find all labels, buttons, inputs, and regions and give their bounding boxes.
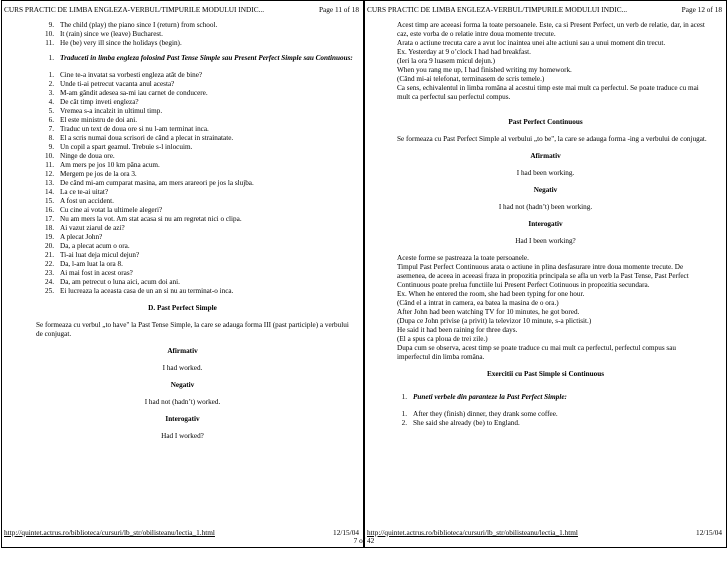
list-item: 18. Ai vazut ziarul de azi? <box>45 224 125 232</box>
interogativ-label: Interogativ <box>165 415 200 423</box>
list-item: 17. Nu am mers la vot. Am stat acasa si nu am regretat nici o clipa. <box>45 215 242 223</box>
intro-line: (Când mi-ai telefonat, terminasem de scris temele.) <box>397 75 545 83</box>
list-item: 16. Cu cine ai votat la ultimele alegeri? <box>45 206 163 214</box>
list-item: 23. Ai mai fost in acest oras? <box>45 269 133 277</box>
afirmativ-label: Afirmativ <box>167 347 198 355</box>
list-item: 14. La ce te-ai uitat? <box>45 188 109 196</box>
intro-paragraph <box>365 21 726 102</box>
exercise-list <box>365 410 726 428</box>
intro-line: Ca sens, echivalentul in limba româna al acestui timp este mai mult ca perfectul. Se poate traduce cu mai mult ca perfectul sau perfectul compus. <box>397 84 699 101</box>
exercises-heading: Exercitii cu Past Simple si Continuous <box>486 370 605 378</box>
list-item: 20. Da, a plecat acum o ora. <box>45 242 130 250</box>
section-intro-paragraph: Se formeaza cu Past Perfect Simple al verbului „to be", la care se adauga forma -ing a verbului de conjugat. <box>397 135 707 143</box>
list-item: 12. Mergem pe jos de la ora 3. <box>45 170 137 178</box>
left-page-content <box>2 21 363 441</box>
intro-line: Acest timp are aceeasi forma la toate persoanele. Este, ca si Present Perfect, un verb de relatie, dar, in acest caz, este vorba de o relatie intre doua momente trecute. <box>397 21 705 38</box>
usage-line: Ex. When he entered the room, she had been typing for one hour. <box>397 290 585 298</box>
left-header-page-number: Page 11 of 18 <box>318 5 359 14</box>
list-item: 21. Ti-ai luat deja micul dejun? <box>45 251 140 259</box>
usage-line: Dupa cum se observa, acest timp se poate traduce cu mai mult ca perfectul, perfectul compus sau imperfectul din limba româna. <box>397 344 677 361</box>
list-item: 7. Traduc un text de doua ore si nu l-am terminat inca. <box>48 125 209 133</box>
list-item: 15. A fost un accident. <box>45 197 114 205</box>
list-item: 1. After they (finish) dinner, they drank some coffee. <box>401 410 558 418</box>
page-counter: 7 of 42 <box>353 536 375 545</box>
translation-list <box>2 71 363 296</box>
afirmativ-label: Afirmativ <box>530 152 561 160</box>
usage-line: After John had been watching TV for 10 minutes, he got bored. <box>397 308 580 316</box>
intro-line: When you rang me up, I had finished writing my homework. <box>397 66 572 74</box>
intro-line: Ex. Yesterday at 9 o’clock I had had breakfast. <box>397 48 531 56</box>
list-item: 24. Da, am petrecut o luna aici, acum doi ani. <box>45 278 180 286</box>
left-header-title: CURS PRACTIC DE LIMBA ENGLEZA-VERBUL/TIMPURILE MODULUI INDIC... <box>4 5 265 14</box>
list-item: 25. Ei lucreaza la aceasta casa de un an si nu au terminat-o inca. <box>45 287 234 295</box>
list-item: 11. Am mers pe jos 10 km pâna acum. <box>45 161 160 169</box>
list-item: 4. De cât timp inveti engleza? <box>48 98 139 106</box>
translation-task-heading: 1. Traduceti in limba engleza folosind Past Tense Simple sau Present Perfect Simple sau Continuous: <box>48 54 353 62</box>
footer-date: 12/15/04 <box>333 528 359 537</box>
list-item: 10. It (rain) since we (leave) Bucharest. <box>45 30 163 38</box>
usage-line: Timpul Past Perfect Continuous arata o actiune in plina desfasurare intre doua momente trecute. De asemenea, de aceea in aceeasi fraza in propozitia principala se afla un verb la Past Tense, Past Perfect Continuous poate prelua functiile lui Present Perfect Cotinuous in propozitia secundara. <box>397 263 689 289</box>
usage-line: He said it had been raining for three days. <box>397 326 518 334</box>
footer-url-link[interactable]: http://quintet.actrus.ro/biblioteca/cursuri/lb_str/obilisteanu/lectia_1.html <box>4 528 215 537</box>
negativ-label: Negativ <box>533 186 558 194</box>
negativ-label: Negativ <box>170 381 195 389</box>
list-item: 3. M-am gândit adesea sa-mi iau carnet de conducere. <box>48 89 208 97</box>
list-item: 22. Da, l-am luat la ora 8. <box>45 260 123 268</box>
list-item: 9. The child (play) the piano since I (return) from school. <box>48 21 218 29</box>
interogativ-label: Interogativ <box>528 220 563 228</box>
exercise-task-heading: 1. Puneti verbele din paranteze la Past Perfect Simple: <box>401 393 567 401</box>
intro-line: (Ieri la ora 9 luasem micul dejun.) <box>397 57 495 65</box>
usage-line: Aceste forme se pastreaza la toate persoanele. <box>397 254 529 262</box>
negativ-example: I had not (hadn’t) been working. <box>498 203 593 211</box>
list-item: 10. Ninge de doua ore. <box>45 152 115 160</box>
right-header-title: CURS PRACTIC DE LIMBA ENGLEZA-VERBUL/TIMPURILE MODULUI INDIC... <box>367 5 628 14</box>
left-page <box>1 0 364 548</box>
footer-url-link[interactable]: http://quintet.actrus.ro/biblioteca/cursuri/lb_str/obilisteanu/lectia_1.html <box>367 528 578 537</box>
interogativ-example: Had I worked? <box>161 432 204 440</box>
top-exercise-list <box>2 21 363 48</box>
afirmativ-example: I had worked. <box>162 364 203 372</box>
list-item: 5. Vremea s-a incalzit in ultimul timp. <box>48 107 163 115</box>
section-intro-paragraph: Se formeaza cu verbul „to have" la Past Tense Simple, la care se adauga forma III (past participle) a verbului de conjugat. <box>36 321 349 338</box>
right-page <box>364 0 727 548</box>
interogativ-example: Had I been working? <box>515 237 576 245</box>
list-item: 19. A plecat John? <box>45 233 103 241</box>
usage-paragraph <box>365 254 726 362</box>
list-item: 9. Un copil a spart geamul. Trebuie s-l inlocuim. <box>48 143 193 151</box>
right-page-header <box>367 5 722 15</box>
list-item: 2. Unde ti-ai petrecut vacanta anul acesta? <box>48 80 175 88</box>
afirmativ-example: I had been working. <box>516 169 575 177</box>
usage-line: (Când el a intrat in camera, ea batea la masina de o ora.) <box>397 299 559 307</box>
right-header-page-number: Page 12 of 18 <box>681 5 722 14</box>
negativ-example: I had not (hadn’t) worked. <box>144 398 221 406</box>
list-item: 8. El a scris numai doua scrisori de când a plecat in strainatate. <box>48 134 234 142</box>
left-page-header <box>4 5 359 15</box>
list-item: 1. Cine te-a invatat sa vorbesti engleza atât de bine? <box>48 71 203 79</box>
footer-date: 12/15/04 <box>696 528 722 537</box>
usage-line: (Dupa ce John privise (a privit) la televizor 10 minute, s-a plictisit.) <box>397 317 592 325</box>
section-heading-past-perfect-simple: D. Past Perfect Simple <box>148 304 217 312</box>
list-item: 11. He (be) very ill since the holidays (begin). <box>45 39 182 47</box>
right-page-content <box>365 21 726 428</box>
usage-line: (El a spus ca ploua de trei zile.) <box>397 335 488 343</box>
list-item: 13. De când mi-am cumparat masina, am mers arareori pe jos la slujba. <box>45 179 254 187</box>
section-heading-past-perfect-continuous: Past Perfect Continuous <box>508 118 583 126</box>
intro-line: Arata o actiune trecuta care a avut loc inaintea unei alte actiuni sau a unui moment din trecut. <box>397 39 666 47</box>
list-item: 6. El este ministru de doi ani. <box>48 116 138 124</box>
list-item: 2. She said she already (be) to England. <box>401 419 520 427</box>
